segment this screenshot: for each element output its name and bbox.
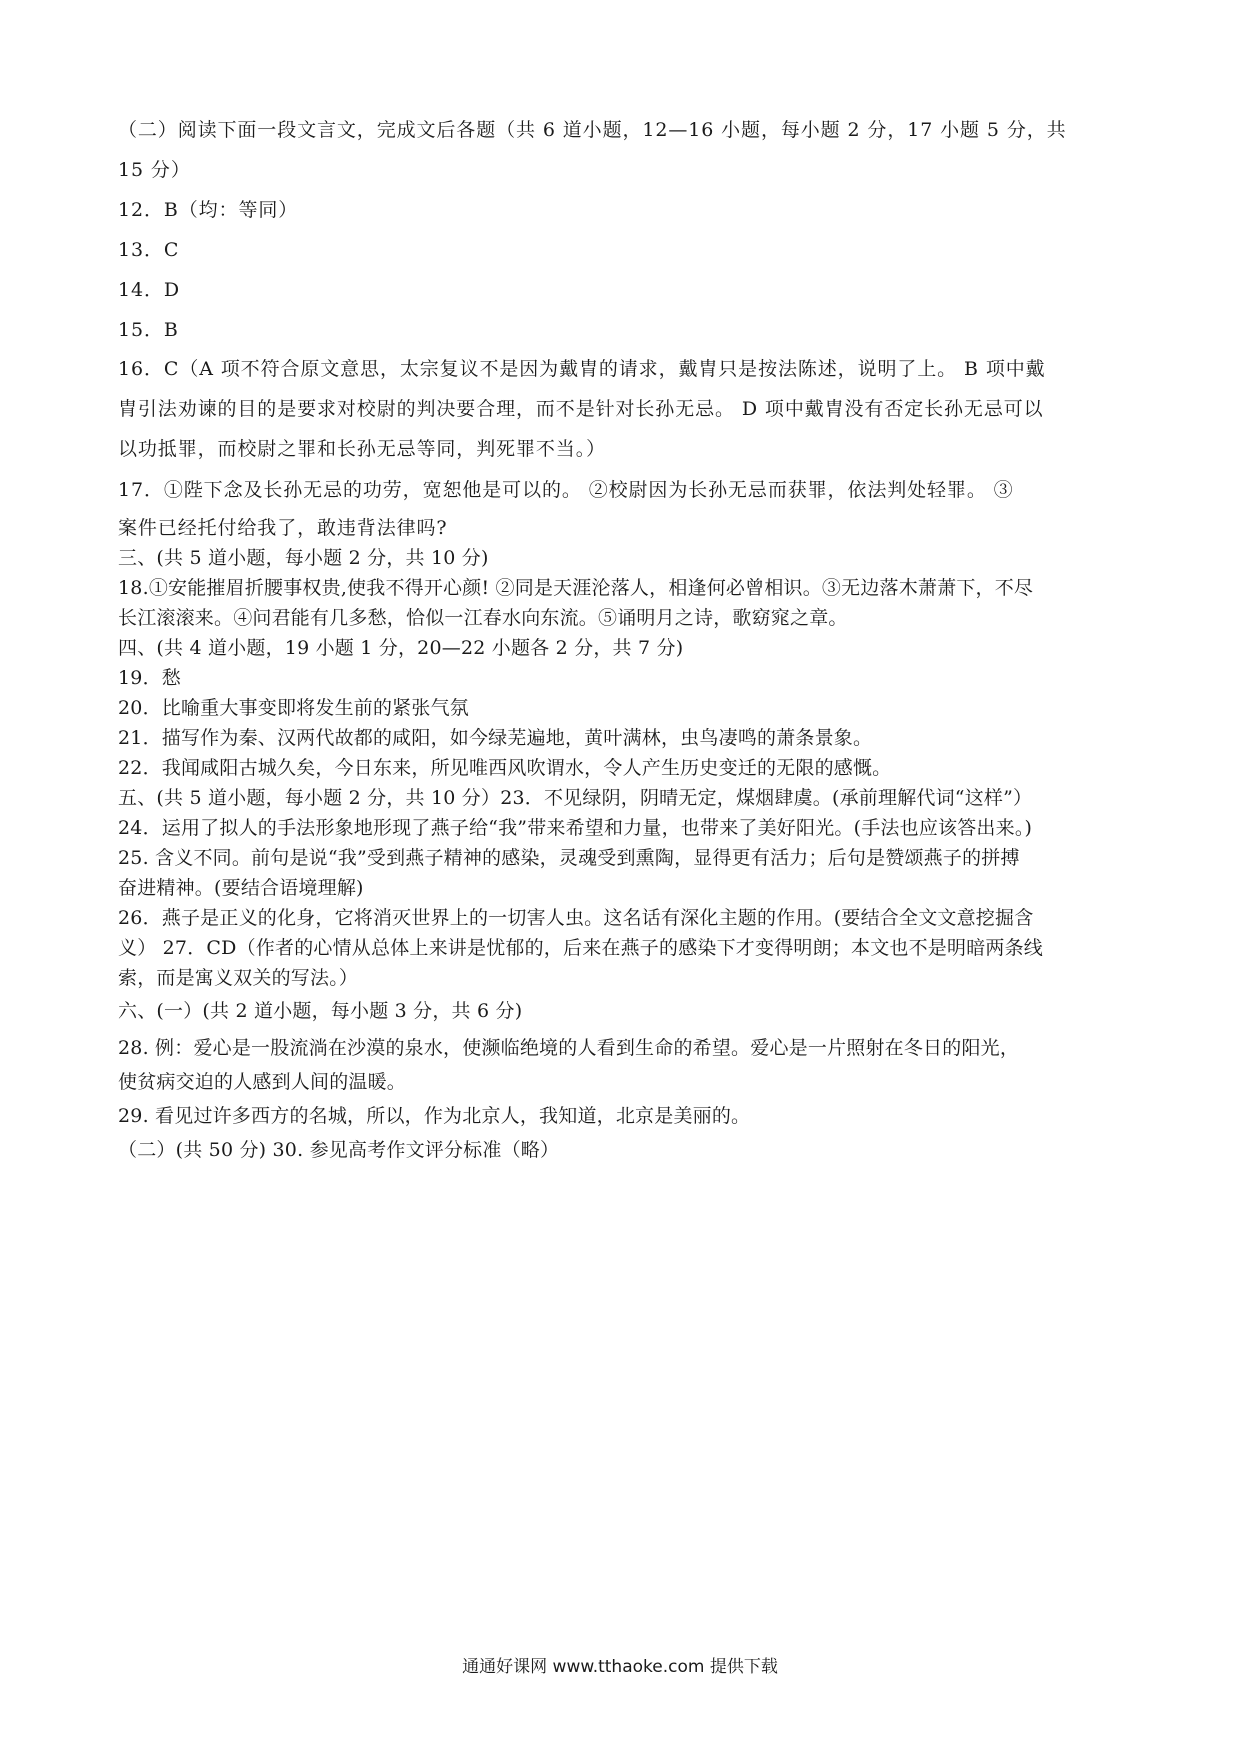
answer-25-line1: 25. 含义不同。前句是说“我”受到燕子精神的感染，灵魂受到熏陶，显得更有活力；后句是赞颂燕子的拼搏	[118, 847, 1020, 869]
answer-16-line3: 以功抵罪，而校尉之罪和长孙无忌等同，判死罪不当。）	[118, 438, 607, 460]
answer-24: 24．运用了拟人的手法形象地形现了燕子给“我”带来希望和力量，也带来了美好阳光。(手法也应该答出来。)	[118, 817, 1033, 839]
answer-14: 14．D	[118, 279, 181, 301]
answer-17-line1: 17．①陛下念及长孙无忌的功劳，宽恕他是可以的。 ②校尉因为长孙无忌而获罪，依法判处轻罪。 ③	[118, 479, 1014, 501]
section5-header-answer-23: 五、(共 5 道小题，每小题 2 分，共 10 分）23．不见绿阴，阴晴无定，煤烟肆虞。(承前理解代词“这样”）	[118, 787, 1033, 809]
answer-17-line2: 案件已经托付给我了，敢违背法律吗?	[118, 517, 448, 539]
answer-30: （二）(共 50 分) 30. 参见高考作文评分标准（略）	[118, 1139, 560, 1161]
answer-13: 13．C	[118, 239, 180, 261]
answer-18-line2: 长江滚滚来。④问君能有几多愁，恰似一江春水向东流。⑤诵明月之诗，歌窈窕之章。	[118, 607, 848, 629]
answer-25-line2: 奋进精神。(要结合语境理解)	[118, 877, 364, 899]
answer-21: 21．描写作为秦、汉两代故都的咸阳，如今绿芜遍地，黄叶满林，虫鸟凄鸣的萧条景象。	[118, 727, 873, 749]
section6-header: 六、(一）(共 2 道小题，每小题 3 分，共 6 分)	[118, 1000, 523, 1022]
section2-header-line2: 15 分）	[118, 159, 191, 181]
answer-28-line2: 使贫病交迫的人感到人间的温暖。	[118, 1071, 407, 1093]
answer-26-line1: 26．燕子是正义的化身，它将消灭世界上的一切害人虫。这名话有深化主题的作用。(要结合全文文意挖掘含	[118, 907, 1034, 929]
section4-header: 四、(共 4 道小题，19 小题 1 分，20—22 小题各 2 分，共 7 分)	[118, 637, 684, 659]
answer-15: 15．B	[118, 319, 179, 341]
answer-28-line1: 28. 例：爱心是一股流淌在沙漠的泉水，使濒临绝境的人看到生命的希望。爱心是一片照射在冬日的阳光，	[118, 1037, 1020, 1059]
answer-20: 20．比喻重大事变即将发生前的紧张气氛	[118, 697, 469, 719]
section3-header: 三、(共 5 道小题，每小题 2 分，共 10 分)	[118, 547, 489, 569]
answer-26-27-line2: 义） 27．CD（作者的心情从总体上来讲是忧郁的，后来在燕子的感染下才变得明朗；本文也不是明暗两条线	[118, 937, 1043, 959]
answer-27-line3: 索，而是寓义双关的写法。）	[118, 967, 359, 989]
section2-header-line1: （二）阅读下面一段文言文，完成文后各题（共 6 道小题，12—16 小题，每小题 2 分，17 小题 5 分，共	[118, 119, 1067, 141]
answer-12: 12．B（均：等同）	[118, 199, 299, 221]
page-footer: 通通好课网 www.tthaoke.com 提供下载	[462, 1657, 778, 1677]
answer-29: 29. 看见过许多西方的名城，所以，作为北京人，我知道，北京是美丽的。	[118, 1105, 751, 1127]
answer-18-line1: 18.①安能摧眉折腰事权贵,使我不得开心颜! ②同是天涯沦落人，相逢何必曾相识。③无边落木萧萧下，不尽	[118, 577, 1034, 599]
answer-16-line1: 16．C（A 项不符合原文意思，太宗复议不是因为戴胄的请求，戴胄只是按法陈述，说明了上。 B 项中戴	[118, 358, 1046, 380]
answer-22: 22．我闻咸阳古城久矣，今日东来，所见唯西风吹谓水，令人产生历史变迁的无限的感慨。	[118, 757, 892, 779]
answer-19: 19．愁	[118, 667, 181, 689]
answer-16-line2: 胄引法劝谏的目的是要求对校尉的判决要合理，而不是针对长孙无忌。 D 项中戴胄没有否定长孙无忌可以	[118, 398, 1044, 420]
